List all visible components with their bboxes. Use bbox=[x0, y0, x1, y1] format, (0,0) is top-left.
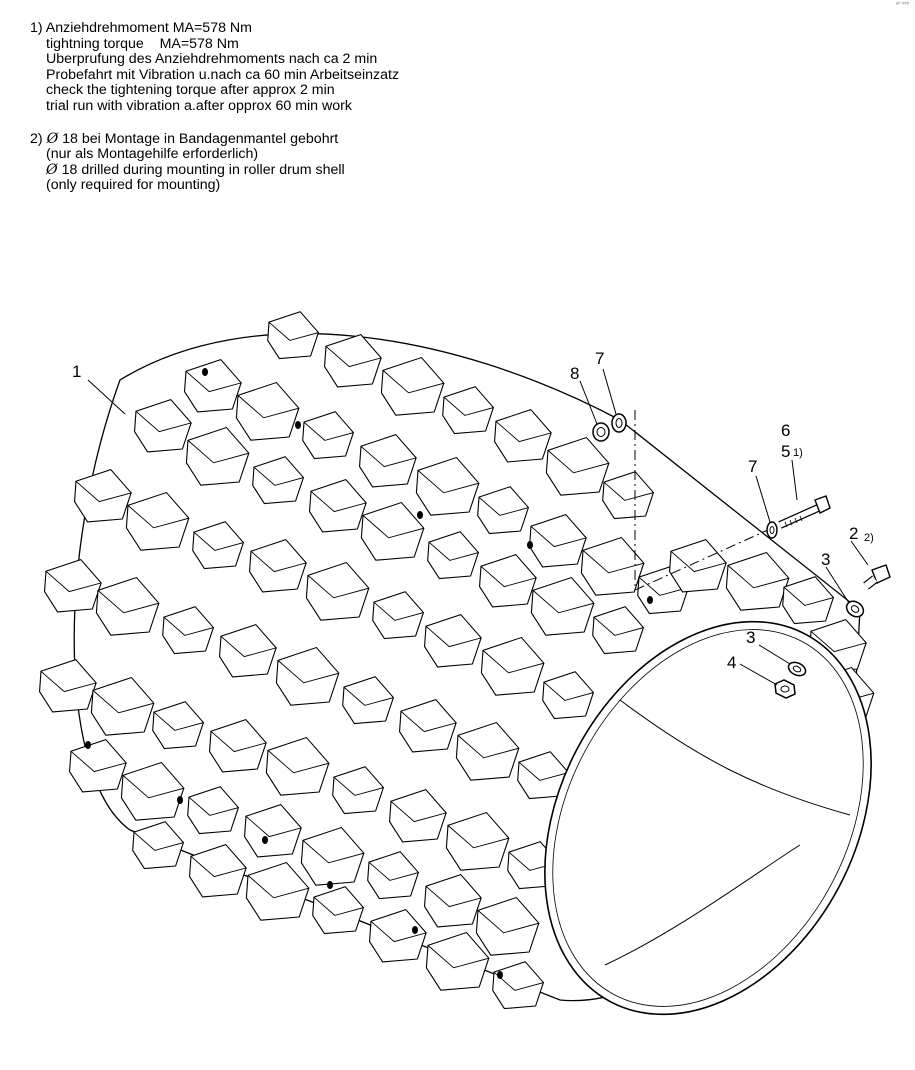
bolt-hole bbox=[85, 741, 91, 749]
bolt-hole bbox=[295, 421, 301, 429]
callout-5: 5 bbox=[781, 442, 791, 461]
washer-7-top bbox=[612, 414, 626, 432]
note-2-line-2: (nur als Montagehilfe erforderlich) bbox=[46, 146, 259, 163]
bolt-hole bbox=[177, 796, 183, 804]
bolt-5-6 bbox=[780, 496, 830, 527]
bolt-hole bbox=[202, 368, 208, 376]
callout-7-right: 7 bbox=[748, 457, 758, 476]
note-2-text-3: 18 drilled during mounting in roller drum shell bbox=[61, 161, 345, 178]
diameter-symbol-icon: Ø bbox=[46, 130, 59, 147]
bolt-hole bbox=[327, 881, 333, 889]
bolt-hole bbox=[527, 541, 533, 549]
bolt-hole bbox=[262, 836, 268, 844]
callout-4: 4 bbox=[727, 653, 737, 672]
callout-1: 1 bbox=[72, 362, 82, 381]
callout-3-lower: 3 bbox=[746, 628, 756, 647]
note-1-line-3: Uberprufung des Anziehdrehmoments nach ca 2 min bbox=[46, 51, 378, 68]
washer-7-right bbox=[767, 522, 777, 538]
note-1-line-4: Probefahrt mit Vibration u.nach ca 60 min Arbeitseinzatz bbox=[46, 66, 400, 83]
bolt-2 bbox=[866, 565, 890, 586]
corner-mark: ᵃ⁰ ᵐᵐ bbox=[895, 2, 909, 8]
note-2-line-4: (only required for mounting) bbox=[46, 177, 221, 194]
note-2-prefix: 2) bbox=[30, 130, 43, 147]
note-1-line-1: 1) Anziehdrehmoment MA=578 Nm bbox=[30, 20, 252, 36]
callout-2: 2 bbox=[849, 524, 859, 543]
bolt-hole bbox=[417, 511, 423, 519]
bolt-hole bbox=[497, 971, 503, 979]
note-1-line-5: check the tightening torque after approx 2 min bbox=[46, 82, 335, 99]
callout-2-note-ref: 2) bbox=[864, 532, 874, 544]
callout-6: 6 bbox=[781, 421, 791, 440]
pad-block bbox=[268, 312, 319, 359]
note-1-line-6: trial run with vibration a.after opprox 60 min work bbox=[46, 97, 352, 114]
bolt-hole bbox=[412, 926, 418, 934]
nut-8 bbox=[593, 423, 609, 441]
callout-3-right: 3 bbox=[821, 550, 831, 569]
note-1-line-2: tightning torque MA=578 Nm bbox=[46, 35, 239, 52]
callout-8: 8 bbox=[570, 364, 580, 383]
bolt-hole bbox=[647, 596, 653, 604]
callout-7-top: 7 bbox=[595, 349, 605, 368]
diameter-symbol-icon: Ø bbox=[46, 161, 58, 178]
callout-5-note-ref: 1) bbox=[793, 447, 803, 459]
note-2-text-1: 18 bei Montage in Bandagenmantel gebohrt bbox=[62, 130, 339, 147]
